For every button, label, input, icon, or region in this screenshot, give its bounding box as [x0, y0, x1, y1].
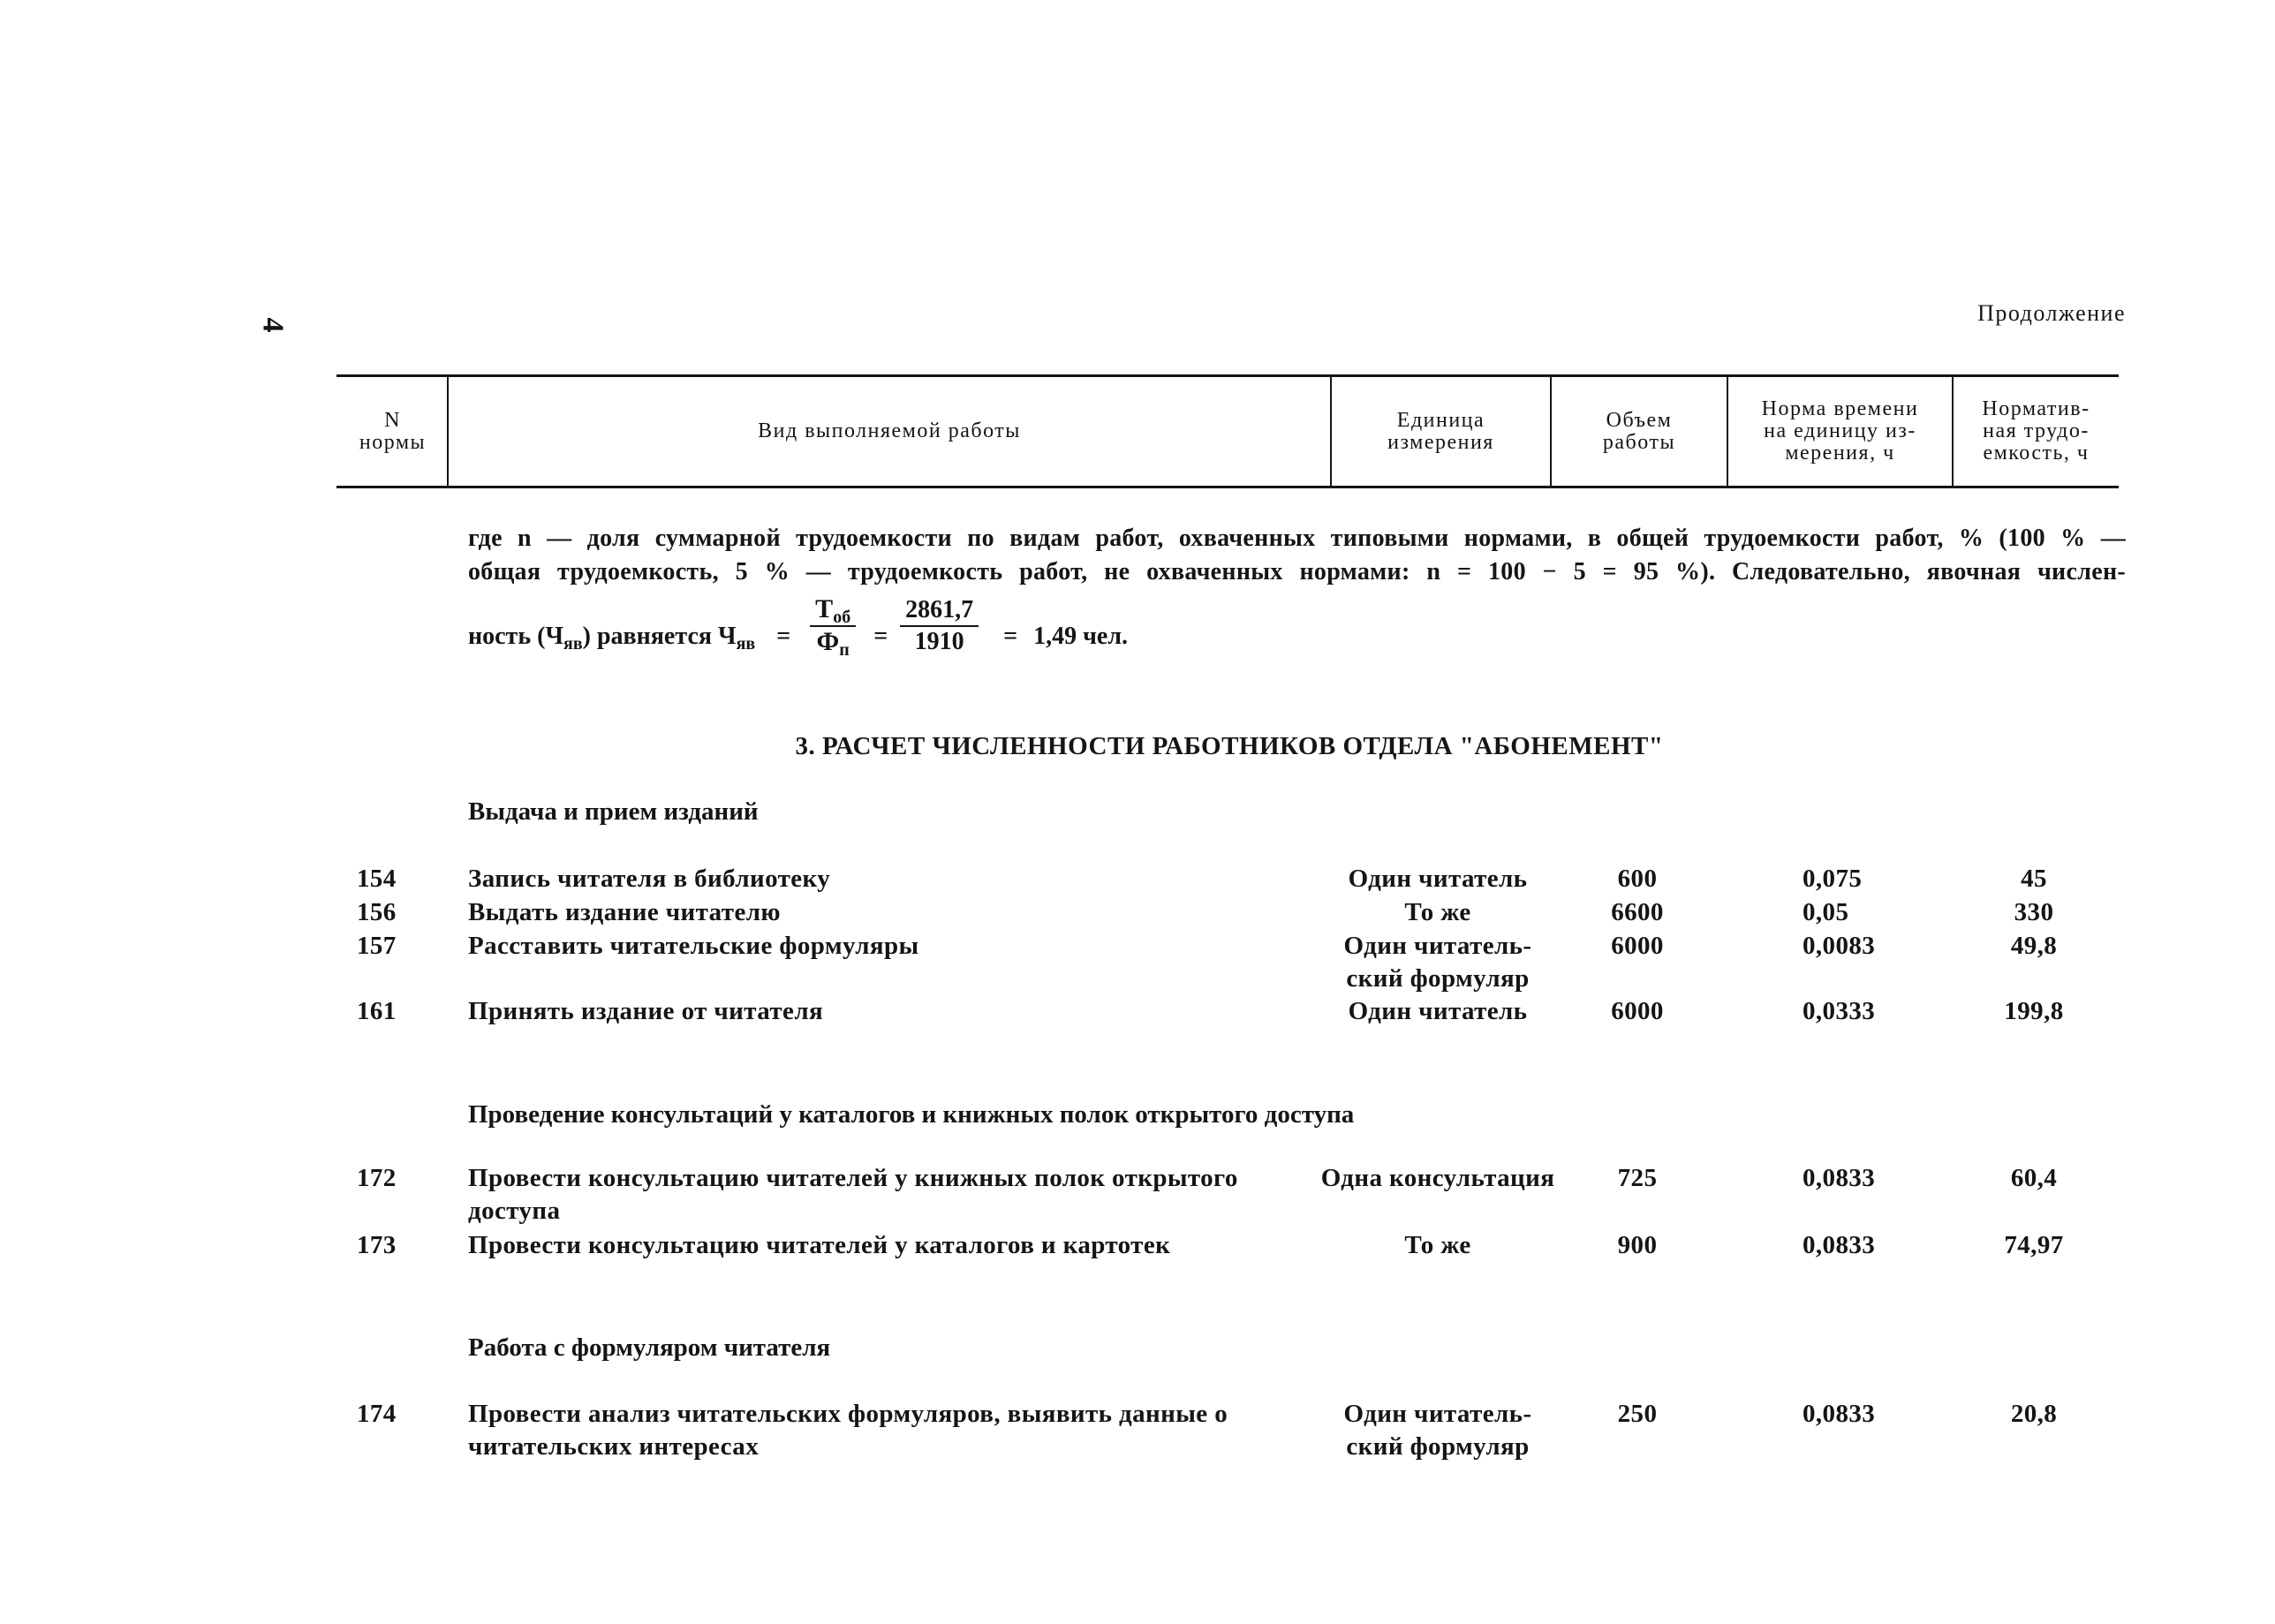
row-work: Провести анализ читательских формуляров, выявить данные о читательских интересах: [468, 1400, 1228, 1461]
paragraph-line-1: где n — доля суммарной трудоемкости по видам работ, охваченных типовыми нормами, в общей трудоемкости работ, % (100 % —: [468, 525, 2126, 552]
continuation-label: Продолжение: [1977, 300, 2126, 326]
table-row: [0, 995, 2275, 1029]
table-row: [0, 896, 2275, 930]
page-number: 4: [256, 317, 290, 333]
row-unit: То же: [1404, 1231, 1471, 1259]
row-work: Провести консультацию читателей у каталогов и картотек: [468, 1231, 1171, 1259]
header-work-type: Вид выполняемой работы: [758, 419, 1021, 442]
table-row: [0, 1229, 2275, 1263]
header-time-norm: Норма времени на единицу из- мерения, ч: [1761, 397, 1919, 465]
row-unit: Один читатель- ский формуляр: [1343, 932, 1532, 993]
row-volume: 250: [1617, 1400, 1658, 1428]
fraction-numerator: $Т_{об}$: [810, 595, 856, 627]
row-volume: 6600: [1611, 898, 1664, 926]
table-row: [0, 863, 2275, 896]
row-unit: То же: [1404, 898, 1471, 926]
formula-result: 1,49 чел.: [1033, 623, 1129, 650]
header-volume: Объем работы: [1602, 408, 1676, 454]
row-labor: 74,97: [2004, 1231, 2064, 1259]
table-row: [0, 1162, 2275, 1225]
row-work: Выдать издание читателю: [468, 898, 781, 926]
header-unit: Единица измерения: [1387, 408, 1494, 454]
table-row: [0, 930, 2275, 993]
row-time-norm: 0,0833: [1803, 1231, 1876, 1259]
fraction-denominator: $Ф_п$: [816, 627, 850, 660]
row-unit: Одна консультация: [1320, 1164, 1555, 1192]
row-volume: 6000: [1611, 997, 1664, 1025]
table-row: [0, 1398, 2275, 1461]
row-labor: 199,8: [2004, 997, 2064, 1025]
group-title: Выдача и прием изданий: [468, 797, 759, 826]
row-time-norm: 0,05: [1803, 898, 1849, 926]
row-work: Провести консультацию читателей у книжных полок открытого доступа: [468, 1164, 1238, 1225]
fraction-numerator: 2861,7: [900, 596, 979, 627]
row-norm-number: 156: [357, 898, 397, 926]
row-labor: 45: [2021, 865, 2047, 893]
row-unit: Один читатель: [1348, 865, 1528, 893]
row-norm-number: 154: [357, 865, 397, 893]
row-norm-number: 161: [357, 997, 397, 1025]
row-unit: Один читатель: [1348, 997, 1528, 1025]
row-norm-number: 157: [357, 932, 397, 960]
row-labor: 330: [2014, 898, 2054, 926]
headcount-formula: [468, 582, 1128, 670]
row-volume: 900: [1617, 1231, 1658, 1259]
header-norm-number: N нормы: [359, 408, 427, 454]
formula-fraction-numeric: [900, 596, 979, 656]
row-work: Принять издание от читателя: [468, 997, 824, 1025]
row-labor: 20,8: [2010, 1400, 2058, 1428]
row-volume: 725: [1617, 1164, 1658, 1192]
row-time-norm: 0,0083: [1803, 932, 1876, 960]
group-title: Работа с формуляром читателя: [468, 1333, 831, 1362]
formula-lead: ность $(Ч_{яв})$ равняется $Ч_{яв}$: [468, 623, 756, 653]
row-norm-number: 173: [357, 1231, 397, 1259]
row-labor: 49,8: [2010, 932, 2058, 960]
row-norm-number: 174: [357, 1400, 397, 1428]
row-work: Запись читателя в библиотеку: [468, 865, 831, 893]
header-labor: Норматив- ная трудо- емкость, ч: [1982, 397, 2090, 465]
group-title: Проведение консультаций у каталогов и книжных полок открытого доступа: [468, 1100, 1355, 1129]
row-norm-number: 172: [357, 1164, 397, 1192]
row-time-norm: 0,0833: [1803, 1400, 1876, 1428]
row-volume: 6000: [1611, 932, 1664, 960]
row-time-norm: 0,0333: [1803, 997, 1876, 1025]
formula-equals: =: [873, 623, 888, 650]
fraction-denominator: 1910: [914, 628, 964, 655]
table-header-bottom-rule: [336, 486, 2119, 488]
formula-equals: =: [776, 623, 791, 650]
formula-equals: =: [1003, 623, 1018, 650]
paragraph-line-2: общая трудоемкость, 5 % — трудоемкость работ, не охваченных нормами: n = 100 − 5 = 95 %). Следовательно, явочная числен-: [468, 558, 2126, 585]
row-volume: 600: [1617, 865, 1658, 893]
section-title: 3. РАСЧЕТ ЧИСЛЕННОСТИ РАБОТНИКОВ ОТДЕЛА "АБОНЕМЕНТ": [795, 732, 1664, 760]
formula-fraction-symbolic: [810, 594, 856, 660]
row-time-norm: 0,075: [1803, 865, 1863, 893]
row-labor: 60,4: [2010, 1164, 2058, 1192]
row-work: Расставить читательские формуляры: [468, 932, 919, 960]
row-unit: Один читатель- ский формуляр: [1343, 1400, 1532, 1461]
row-time-norm: 0,0833: [1803, 1164, 1876, 1192]
